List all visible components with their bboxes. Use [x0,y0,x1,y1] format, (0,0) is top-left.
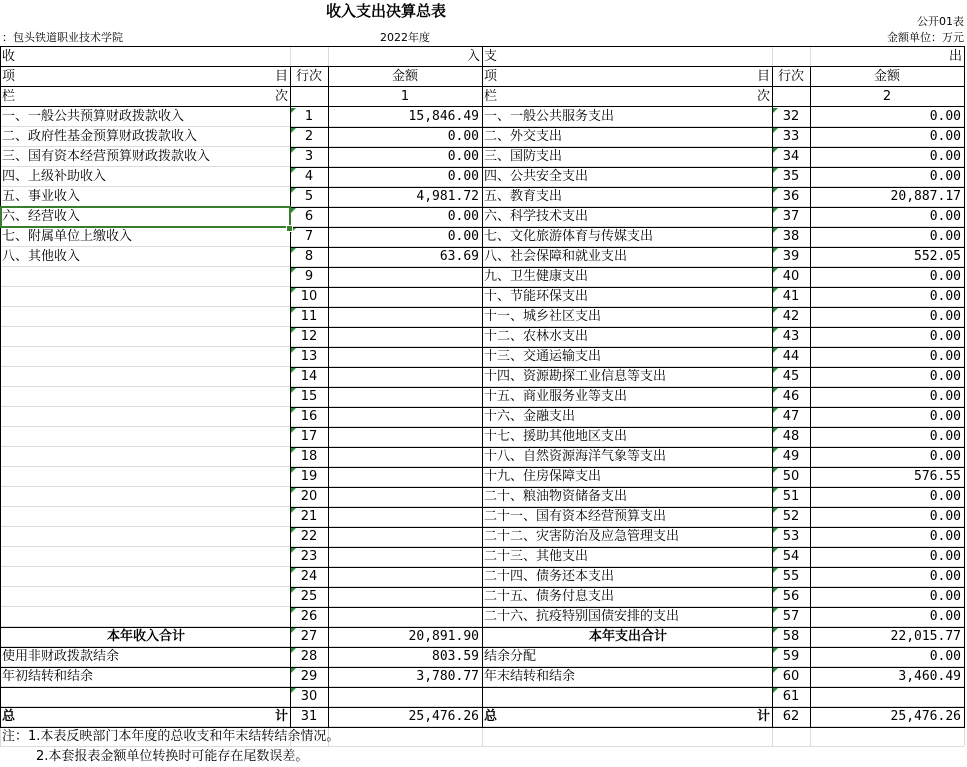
expense-item-label: 二十、粮油物资储备支出 [484,489,628,504]
expense-item-label: 年末结转和结余 [484,669,576,684]
cell-indicator [291,528,296,533]
income-item-label: 五、事业收入 [2,189,81,204]
expense-row-number: 52 [782,509,800,524]
expense-amount-cell[interactable]: 0.00 [929,429,961,444]
expense-amount-cell[interactable]: 0.00 [929,369,961,384]
expense-amount-cell[interactable]: 22,015.77 [890,629,961,644]
expense-item-header-right: 目 [756,69,770,84]
income-amount-cell[interactable]: 20,891.90 [408,629,479,644]
expense-col-number: 2 [882,89,892,104]
income-amount-cell[interactable]: 63.69 [439,249,479,264]
expense-item-label: 五、教育支出 [484,189,563,204]
expense-row-number: 54 [782,549,800,564]
expense-item-label: 十七、援助其他地区支出 [484,429,628,444]
income-amount-cell[interactable]: 803.59 [432,649,479,664]
expense-amount-cell[interactable]: 0.00 [929,289,961,304]
cell-indicator [291,428,296,433]
cell-indicator [773,468,778,473]
expense-row-number: 61 [782,689,800,704]
cell-indicator [773,568,778,573]
expense-amount-cell[interactable]: 0.00 [929,109,961,124]
expense-amount-cell[interactable]: 0.00 [929,169,961,184]
expense-item-label: 二十一、国有资本经营预算支出 [484,509,667,524]
income-row-number: 4 [304,169,314,184]
income-total-row-number: 31 [300,709,318,724]
cell-indicator [773,208,778,213]
expense-row-number: 57 [782,609,800,624]
expense-row-number: 59 [782,649,800,664]
expense-row-number: 45 [782,369,800,384]
cell-indicator [773,408,778,413]
income-row-number: 10 [300,289,318,304]
cell-indicator [773,388,778,393]
cell-indicator [291,448,296,453]
cell-indicator [773,488,778,493]
cell-indicator [291,168,296,173]
expense-amount-cell[interactable]: 0.00 [929,349,961,364]
income-amount-cell[interactable]: 4,981.72 [416,189,479,204]
expense-row-number: 50 [782,469,800,484]
table-border [0,106,964,107]
cell-indicator [291,368,296,373]
income-row-number: 30 [300,689,318,704]
cell-indicator [291,208,296,213]
cell-indicator [773,108,778,113]
expense-row-number: 39 [782,249,800,264]
expense-item-label: 七、文化旅游体育与传媒支出 [484,229,654,244]
cell-indicator [773,328,778,333]
cell-indicator [773,128,778,133]
expense-item-label: 十、节能环保支出 [484,289,589,304]
expense-amount-cell[interactable]: 0.00 [929,589,961,604]
expense-item-label: 十二、农林水支出 [484,329,589,344]
table-border [290,467,964,468]
expense-item-label: 三、国防支出 [484,149,563,164]
table-border [0,727,964,728]
expense-item-label: 二十四、债务还本支出 [484,569,615,584]
expense-amount-cell[interactable]: 0.00 [929,129,961,144]
expense-row-number: 34 [782,149,800,164]
expense-amount-cell[interactable]: 0.00 [929,149,961,164]
cell-indicator [291,108,296,113]
expense-amount-cell[interactable]: 0.00 [929,609,961,624]
cell-indicator [773,368,778,373]
expense-amount-cell[interactable]: 0.00 [929,489,961,504]
income-item-label: 七、附属单位上缴收入 [2,229,133,244]
income-item-label: 四、上级补助收入 [2,169,107,184]
expense-amount-cell[interactable]: 0.00 [929,549,961,564]
income-total-label-left: 总 [2,709,16,724]
unit-name: ：包头铁道职业技术学院 [2,31,123,44]
expense-row-number: 37 [782,209,800,224]
income-row-number: 13 [300,349,318,364]
cell-indicator [773,628,778,633]
table-border [290,507,964,508]
income-amount-cell[interactable]: 3,780.77 [416,669,479,684]
income-item-label: 本年收入合计 [106,629,185,644]
expense-row-number: 35 [782,169,800,184]
cell-indicator [291,348,296,353]
cell-indicator [773,508,778,513]
expense-amount-cell[interactable]: 0.00 [929,269,961,284]
income-item-label: 八、其他收入 [2,249,81,264]
expense-row-number: 47 [782,409,800,424]
cell-indicator [291,308,296,313]
expense-row-number: 46 [782,389,800,404]
income-row-number: 29 [300,669,318,684]
income-item-header-right: 目 [274,69,288,84]
table-border [290,307,964,308]
income-row-number: 1 [304,109,314,124]
expense-amount-cell[interactable]: 576.55 [914,469,961,484]
cell-indicator [291,408,296,413]
cell-indicator [773,268,778,273]
income-amount-header: 金额 [391,69,418,84]
expense-item-label: 本年支出合计 [588,629,667,644]
table-border [0,86,964,87]
table-border [290,647,964,648]
income-row-number: 8 [304,249,314,264]
income-amount-cell[interactable]: 0.00 [447,229,479,244]
table-border [290,347,964,348]
footnote-line-2: 2.本套报表金额单位转换时可能存在尾数误差。 [36,749,309,764]
amount-unit: 金额单位：万元 [887,31,964,44]
fill-handle[interactable] [286,225,293,232]
expense-item-label: 十五、商业服务业等支出 [484,389,628,404]
table-border [290,607,964,608]
page-title: 收入支出决算总表 [325,2,446,20]
expense-row-no-header: 行次 [777,69,804,84]
expense-heading-left: 支 [484,49,498,64]
income-row-number: 20 [300,489,318,504]
expense-row-number: 48 [782,429,800,444]
income-amount-cell[interactable]: 0.00 [447,209,479,224]
table-border [290,627,964,628]
income-col-header-right: 次 [274,89,288,104]
cell-indicator [291,128,296,133]
income-row-number: 19 [300,469,318,484]
expense-row-number: 55 [782,569,800,584]
cell-indicator [291,148,296,153]
cell-indicator [291,608,296,613]
table-border [290,487,964,488]
cell-indicator [291,268,296,273]
table-border [290,147,964,148]
cell-indicator [291,548,296,553]
income-amount-cell[interactable]: 0.00 [447,129,479,144]
income-total-amount[interactable]: 25,476.26 [408,709,479,724]
table-border [0,707,290,708]
cell-indicator [291,508,296,513]
cell-indicator [291,488,296,493]
expense-heading-right: 出 [948,49,962,64]
expense-row-number: 43 [782,329,800,344]
expense-amount-cell[interactable]: 0.00 [929,449,961,464]
expense-item-label: 一、一般公共服务支出 [484,109,615,124]
expense-total-label-right: 计 [756,709,770,724]
table-border [290,587,964,588]
table-border [290,447,964,448]
expense-amount-cell[interactable]: 0.00 [929,649,961,664]
cell-indicator [773,288,778,293]
expense-amount-header: 金额 [873,69,900,84]
expense-item-label: 二十二、灾害防治及应急管理支出 [484,529,680,544]
table-border [0,46,1,727]
form-code: 公开01表 [917,15,964,28]
expense-total-label-left: 总 [484,709,498,724]
table-border [0,687,290,688]
expense-item-label: 九、卫生健康支出 [484,269,589,284]
cell-indicator [291,628,296,633]
cell-indicator [773,188,778,193]
income-row-number: 25 [300,589,318,604]
income-row-number: 2 [304,129,314,144]
income-row-number: 12 [300,329,318,344]
income-row-number: 24 [300,569,318,584]
table-border [290,667,964,668]
income-amount-cell[interactable]: 0.00 [447,149,479,164]
table-border [290,687,964,688]
expense-item-label: 十八、自然资源海洋气象等支出 [484,449,667,464]
income-row-number: 23 [300,549,318,564]
table-border [290,407,964,408]
expense-row-number: 60 [782,669,800,684]
table-border [0,627,290,628]
income-row-number: 15 [300,389,318,404]
income-item-label: 年初结转和结余 [2,669,94,684]
income-item-header-left: 项 [2,69,16,84]
table-border [290,227,964,228]
table-border [290,427,964,428]
cell-indicator [291,468,296,473]
income-item-label: 二、政府性基金预算财政拨款收入 [2,129,198,144]
income-row-number: 9 [304,269,314,284]
income-total-label-right: 计 [274,709,288,724]
table-border [0,667,290,668]
expense-row-number: 51 [782,489,800,504]
table-border [290,287,964,288]
income-heading-left: 收 [2,49,16,64]
expense-item-label: 十三、交通运输支出 [484,349,602,364]
expense-row-number: 44 [782,349,800,364]
table-border [290,567,964,568]
cell-indicator [291,248,296,253]
table-border [290,267,964,268]
expense-item-label: 十六、金融支出 [484,409,576,424]
income-row-number: 14 [300,369,318,384]
cell-indicator [773,148,778,153]
cell-indicator [773,648,778,653]
expense-total-row-number: 62 [782,709,800,724]
table-border [290,367,964,368]
table-border [290,547,964,548]
expense-item-label: 六、科学技术支出 [484,209,589,224]
income-row-number: 21 [300,509,318,524]
income-item-label: 一、一般公共预算财政拨款收入 [2,109,185,124]
cell-indicator [773,668,778,673]
expense-row-number: 53 [782,529,800,544]
income-amount-cell[interactable]: 15,846.49 [408,109,479,124]
cell-indicator [773,548,778,553]
expense-amount-cell[interactable]: 0.00 [929,409,961,424]
table-border [290,387,964,388]
expense-item-header-left: 项 [484,69,498,84]
cell-indicator [773,608,778,613]
cell-indicator [291,648,296,653]
selected-cell[interactable] [0,206,291,228]
expense-item-label: 二十五、债务付息支出 [484,589,615,604]
cell-indicator [773,228,778,233]
income-row-number: 6 [304,209,314,224]
table-border [290,527,964,528]
expense-amount-cell[interactable]: 0.00 [929,329,961,344]
expense-col-header-left: 栏 [484,89,498,104]
expense-row-number: 42 [782,309,800,324]
cell-indicator [773,248,778,253]
cell-indicator [291,328,296,333]
expense-amount-cell[interactable]: 552.05 [914,249,961,264]
cell-indicator [291,588,296,593]
table-border [0,647,290,648]
expense-row-number: 36 [782,189,800,204]
cell-indicator [291,288,296,293]
expense-amount-cell[interactable]: 0.00 [929,509,961,524]
cell-indicator [773,428,778,433]
income-item-label: 三、国有资本经营预算财政拨款收入 [2,149,211,164]
cell-indicator [291,188,296,193]
table-border [964,46,965,728]
cell-indicator [773,448,778,453]
income-row-no-header: 行次 [295,69,322,84]
income-row-number: 11 [300,309,318,324]
expense-col-header-right: 次 [756,89,770,104]
expense-item-label: 结余分配 [484,649,537,664]
expense-row-number: 40 [782,269,800,284]
table-border [290,327,964,328]
cell-indicator [773,348,778,353]
expense-item-label: 二、外交支出 [484,129,563,144]
cell-indicator [291,388,296,393]
table-border [290,187,964,188]
expense-total-amount[interactable]: 25,476.26 [890,709,961,724]
table-border [0,66,964,67]
expense-item-label: 十一、城乡社区支出 [484,309,602,324]
income-row-number: 5 [304,189,314,204]
table-border [290,707,964,708]
income-row-number: 3 [304,149,314,164]
expense-row-number: 49 [782,449,800,464]
expense-item-label: 八、社会保障和就业支出 [484,249,628,264]
expense-row-number: 32 [782,109,800,124]
expense-item-label: 二十三、其他支出 [484,549,589,564]
income-col-header-left: 栏 [2,89,16,104]
report-year: 2022年度 [380,31,430,44]
expense-amount-cell[interactable]: 0.00 [929,569,961,584]
expense-row-number: 56 [782,589,800,604]
expense-amount-cell[interactable]: 0.00 [929,209,961,224]
cell-indicator [773,168,778,173]
income-amount-cell[interactable]: 0.00 [447,169,479,184]
expense-row-number: 33 [782,129,800,144]
expense-row-number: 58 [782,629,800,644]
expense-row-number: 38 [782,229,800,244]
cell-indicator [773,528,778,533]
expense-item-label: 四、公共安全支出 [484,169,589,184]
expense-amount-cell[interactable]: 0.00 [929,309,961,324]
footnote-line-1: 注：1.本表反映部门本年度的总收支和年末结转结余情况。 [2,729,340,744]
expense-item-label: 十四、资源勘探工业信息等支出 [484,369,667,384]
income-item-label: 使用非财政拨款结余 [2,649,120,664]
expense-amount-cell[interactable]: 0.00 [929,529,961,544]
expense-amount-cell[interactable]: 0.00 [929,229,961,244]
table-border [290,247,964,248]
income-row-number: 28 [300,649,318,664]
expense-row-number: 41 [782,289,800,304]
income-row-number: 26 [300,609,318,624]
expense-amount-cell[interactable]: 20,887.17 [890,189,961,204]
income-row-number: 18 [300,449,318,464]
cell-indicator [773,688,778,693]
income-heading-right: 入 [466,49,480,64]
income-row-number: 27 [300,629,318,644]
expense-item-label: 二十六、抗疫特别国债安排的支出 [484,609,680,624]
table-border [290,167,964,168]
income-row-number: 17 [300,429,318,444]
income-row-number: 22 [300,529,318,544]
table-border [290,207,964,208]
income-item-label: 六、经营收入 [2,209,81,224]
cell-indicator [773,308,778,313]
income-col-number: 1 [400,89,410,104]
expense-amount-cell[interactable]: 0.00 [929,389,961,404]
cell-indicator [291,568,296,573]
income-row-number: 7 [304,229,314,244]
income-row-number: 16 [300,409,318,424]
cell-indicator [291,688,296,693]
cell-indicator [291,668,296,673]
expense-amount-cell[interactable]: 3,460.49 [898,669,961,684]
cell-indicator [773,588,778,593]
expense-item-label: 十九、住房保障支出 [484,469,602,484]
table-border [290,127,964,128]
